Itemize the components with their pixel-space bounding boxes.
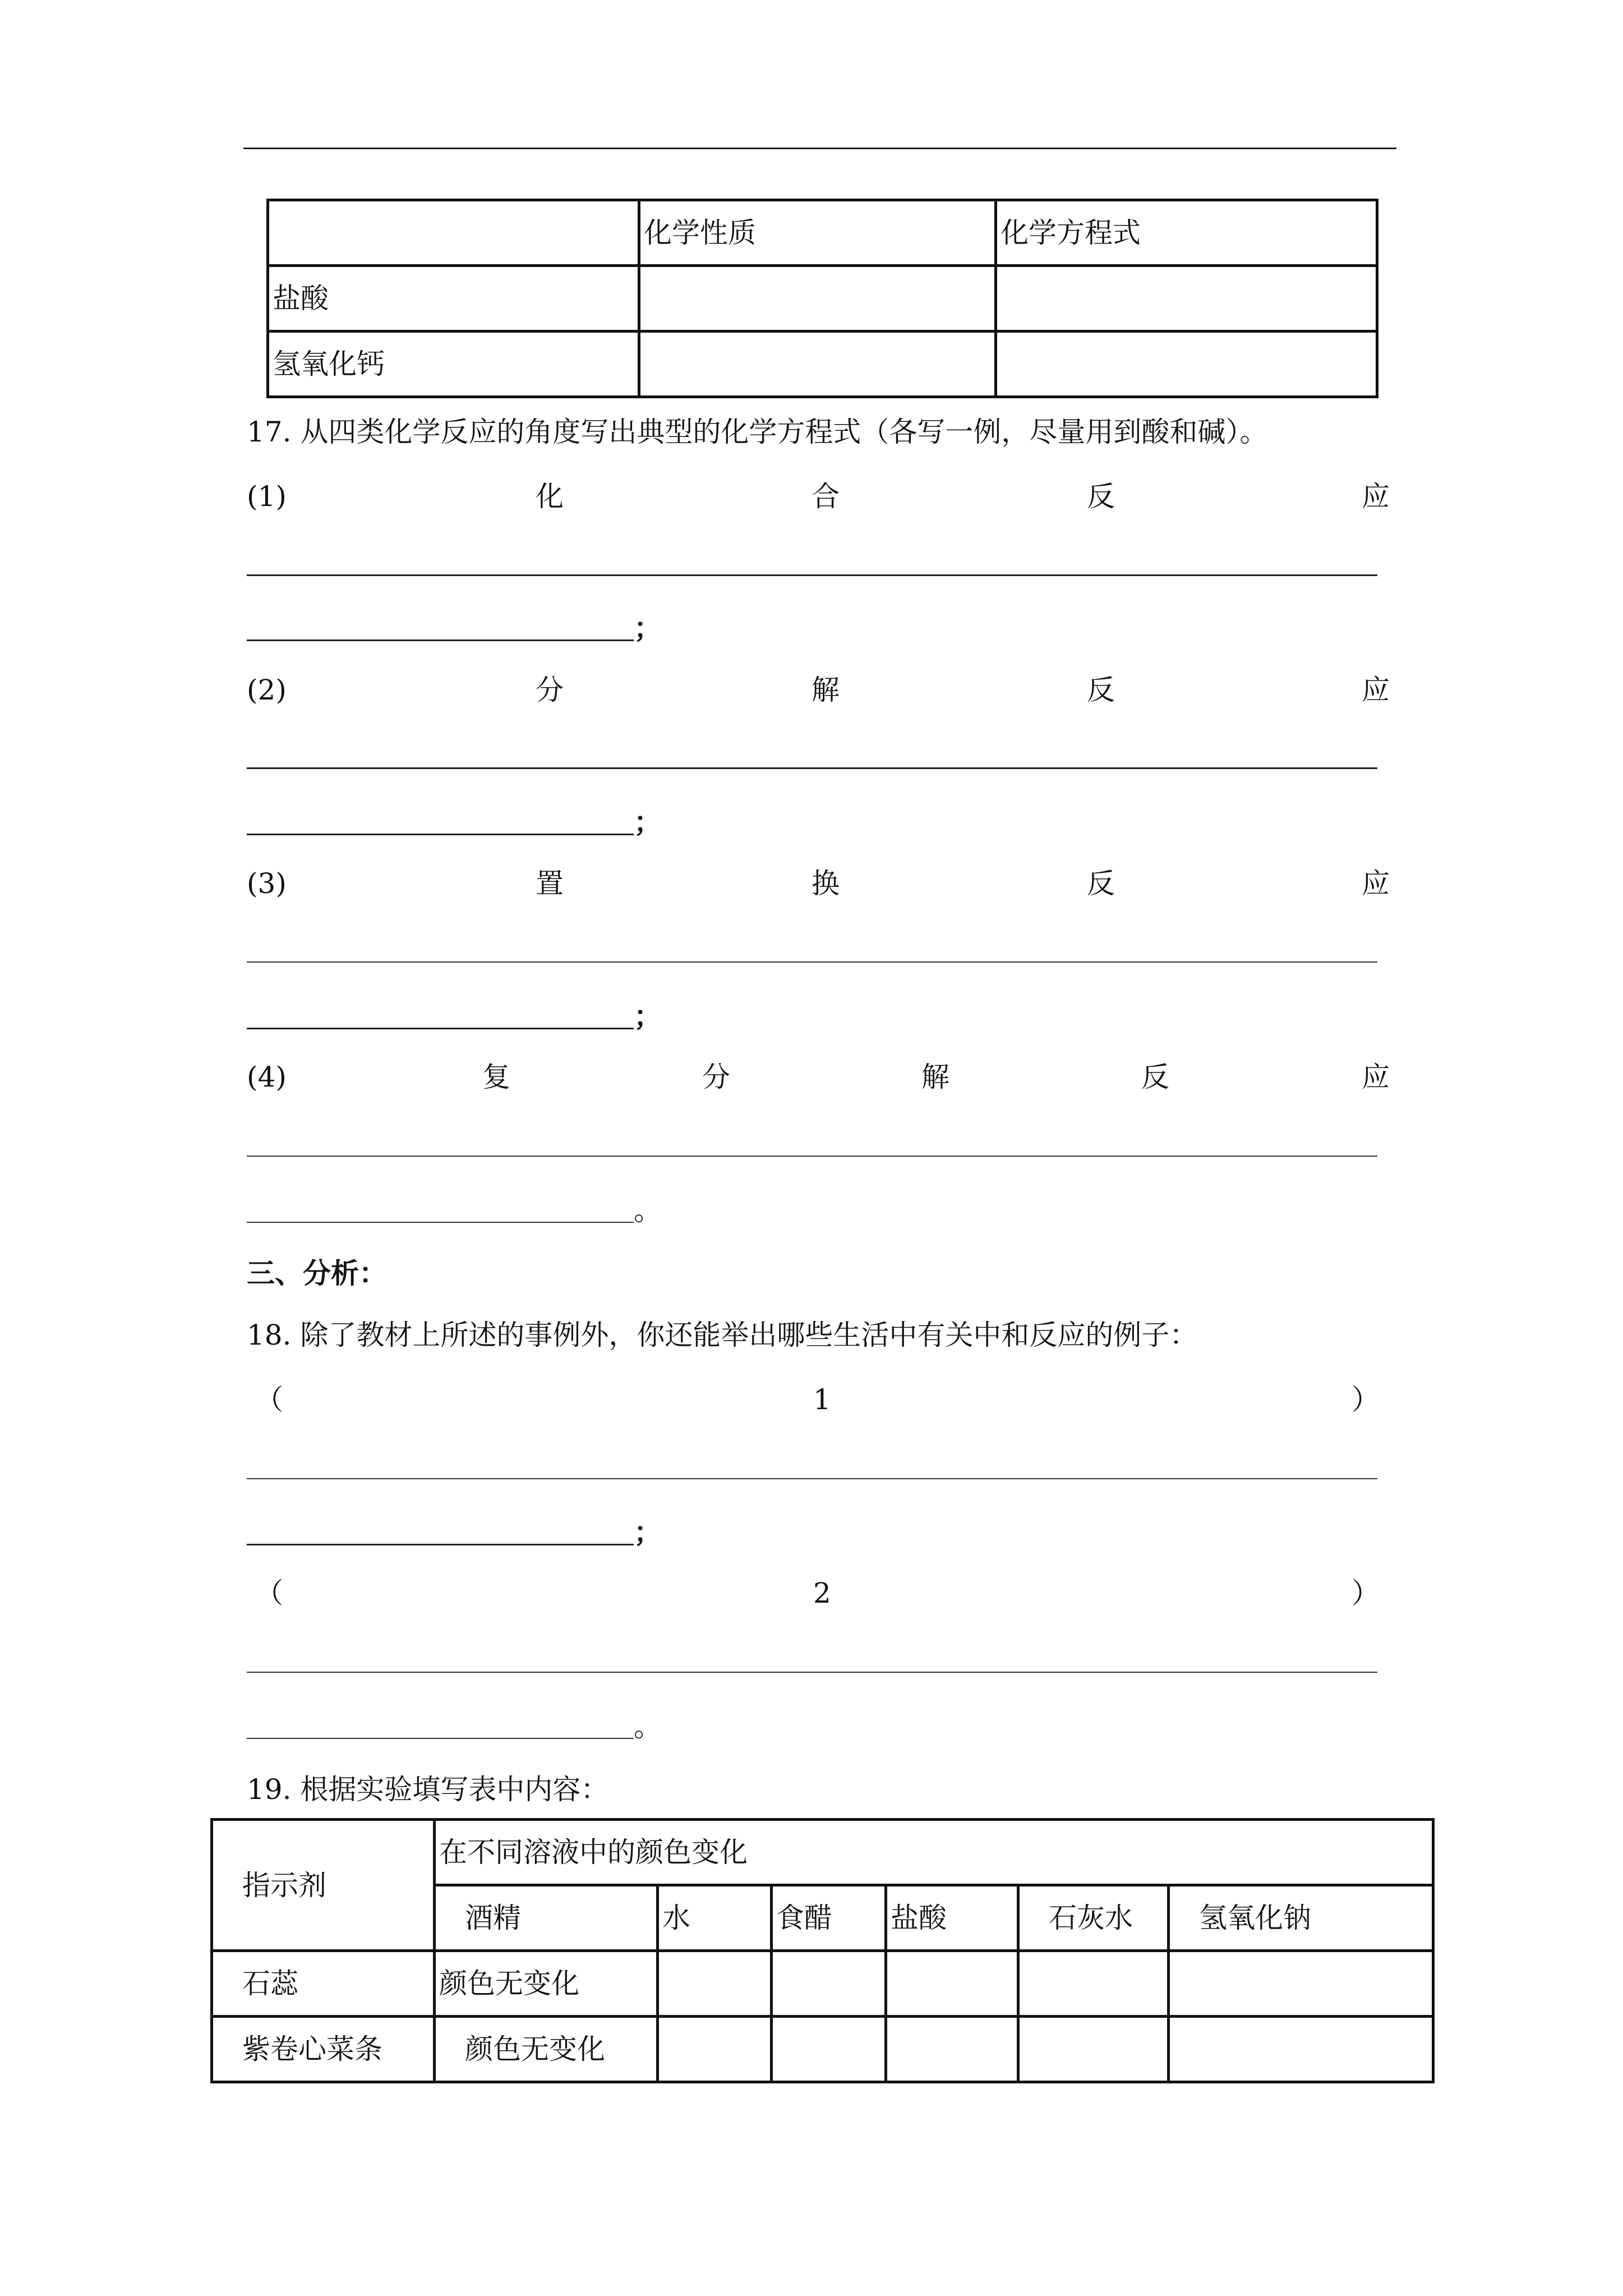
table-row: [268, 332, 1377, 397]
question-19-title: 19. 根据实验填写表中内容：: [247, 1773, 609, 1806]
column-header: 食醋: [772, 1885, 886, 1951]
answer-line[interactable]: [247, 767, 1377, 769]
item-char: 换: [811, 867, 840, 900]
item-char: 反: [1087, 480, 1115, 513]
table-cell: [268, 200, 639, 266]
column-header: 氢氧化钠: [1169, 1885, 1433, 1951]
item-end-punct: 。: [634, 1194, 662, 1227]
paren-open: （: [255, 1383, 283, 1416]
answer-cell[interactable]: [772, 1951, 886, 2017]
header-rule: [243, 148, 1396, 149]
item-number: (2): [247, 674, 287, 706]
item-char: 合: [811, 480, 840, 513]
answer-line[interactable]: [247, 1672, 1377, 1673]
paren-open: （: [255, 1577, 283, 1609]
table-cell: 颜色无变化: [435, 1951, 658, 2017]
chemical-properties-table: [266, 199, 1378, 398]
item-char: 应: [1362, 480, 1390, 513]
answer-cell[interactable]: [996, 332, 1377, 397]
item-char: 置: [536, 867, 564, 900]
paren-close: ）: [1352, 1383, 1380, 1416]
row-label: 氢氧化钙: [268, 332, 639, 397]
answer-line[interactable]: [247, 1738, 634, 1739]
item-char: 解: [811, 674, 840, 706]
indicator-color-table: [210, 1818, 1435, 2083]
item-end-punct: ；: [634, 611, 662, 645]
indicator-header: 指示剂: [212, 1820, 435, 1951]
table-header-row: [268, 200, 1377, 266]
answer-cell[interactable]: [658, 2017, 772, 2082]
row-label: 紫卷心菜条: [212, 2017, 435, 2082]
row-label: 石蕊: [212, 1951, 435, 2017]
answer-cell[interactable]: [886, 2017, 1018, 2082]
paren-close: ）: [1352, 1577, 1380, 1609]
column-header: 水: [658, 1885, 772, 1951]
item-char: 化: [536, 480, 564, 513]
item-number: 2: [813, 1577, 831, 1609]
answer-cell[interactable]: [1169, 1951, 1433, 2017]
item-end-punct: 。: [634, 1710, 662, 1743]
answer-line[interactable]: [247, 1028, 634, 1029]
answer-cell[interactable]: [639, 332, 996, 397]
item-end-punct: ；: [634, 1000, 662, 1033]
item-char: 复: [482, 1061, 510, 1093]
row-label: 盐酸: [268, 266, 639, 332]
answer-cell[interactable]: [1169, 2017, 1433, 2082]
item-char: 反: [1141, 1061, 1169, 1093]
answer-cell[interactable]: [886, 1951, 1018, 2017]
table-header-cell: 化学方程式: [996, 200, 1377, 266]
answer-line[interactable]: [247, 1544, 634, 1545]
question-18-title: 18. 除了教材上所述的事例外，你还能举出哪些生活中有关中和反应的例子：: [247, 1319, 1198, 1351]
table-row: [212, 1951, 1433, 2017]
item-char: 反: [1087, 674, 1115, 706]
question-17-title: 17. 从四类化学反应的角度写出典型的化学方程式（各写一例，尽量用到酸和碱）。: [247, 416, 1268, 448]
item-number: (4): [247, 1061, 287, 1093]
item-char: 分: [536, 674, 564, 706]
item-end-punct: ；: [634, 806, 662, 839]
column-header: 盐酸: [886, 1885, 1018, 1951]
answer-line[interactable]: [247, 834, 634, 835]
answer-cell[interactable]: [1018, 1951, 1169, 2017]
answer-line[interactable]: [247, 1222, 634, 1223]
answer-cell[interactable]: [772, 2017, 886, 2082]
item-number: (3): [247, 867, 287, 900]
table-cell: 颜色无变化: [435, 2017, 658, 2082]
answer-cell[interactable]: [658, 1951, 772, 2017]
group-header: 在不同溶液中的颜色变化: [435, 1820, 1433, 1885]
item-char: 分: [702, 1061, 730, 1093]
column-header: 石灰水: [1018, 1885, 1169, 1951]
answer-line[interactable]: [247, 639, 634, 641]
answer-line[interactable]: [247, 1156, 1377, 1157]
item-number: 1: [813, 1383, 831, 1416]
column-header: 酒精: [435, 1885, 658, 1951]
answer-cell[interactable]: [639, 266, 996, 332]
table-row: [268, 266, 1377, 332]
item-char: 解: [921, 1061, 949, 1093]
item-char: 应: [1362, 674, 1390, 706]
table-row: [212, 2017, 1433, 2082]
answer-line[interactable]: [247, 1478, 1377, 1479]
section-3-title: 三、分析：: [247, 1257, 387, 1290]
item-end-punct: ；: [634, 1516, 662, 1549]
answer-cell[interactable]: [996, 266, 1377, 332]
table-header-cell: 化学性质: [639, 200, 996, 266]
answer-cell[interactable]: [1018, 2017, 1169, 2082]
item-number: (1): [247, 480, 287, 513]
item-char: 应: [1362, 1061, 1390, 1093]
item-char: 应: [1362, 867, 1390, 900]
answer-line[interactable]: [247, 961, 1377, 963]
item-char: 反: [1087, 867, 1115, 900]
answer-line[interactable]: [247, 574, 1377, 576]
